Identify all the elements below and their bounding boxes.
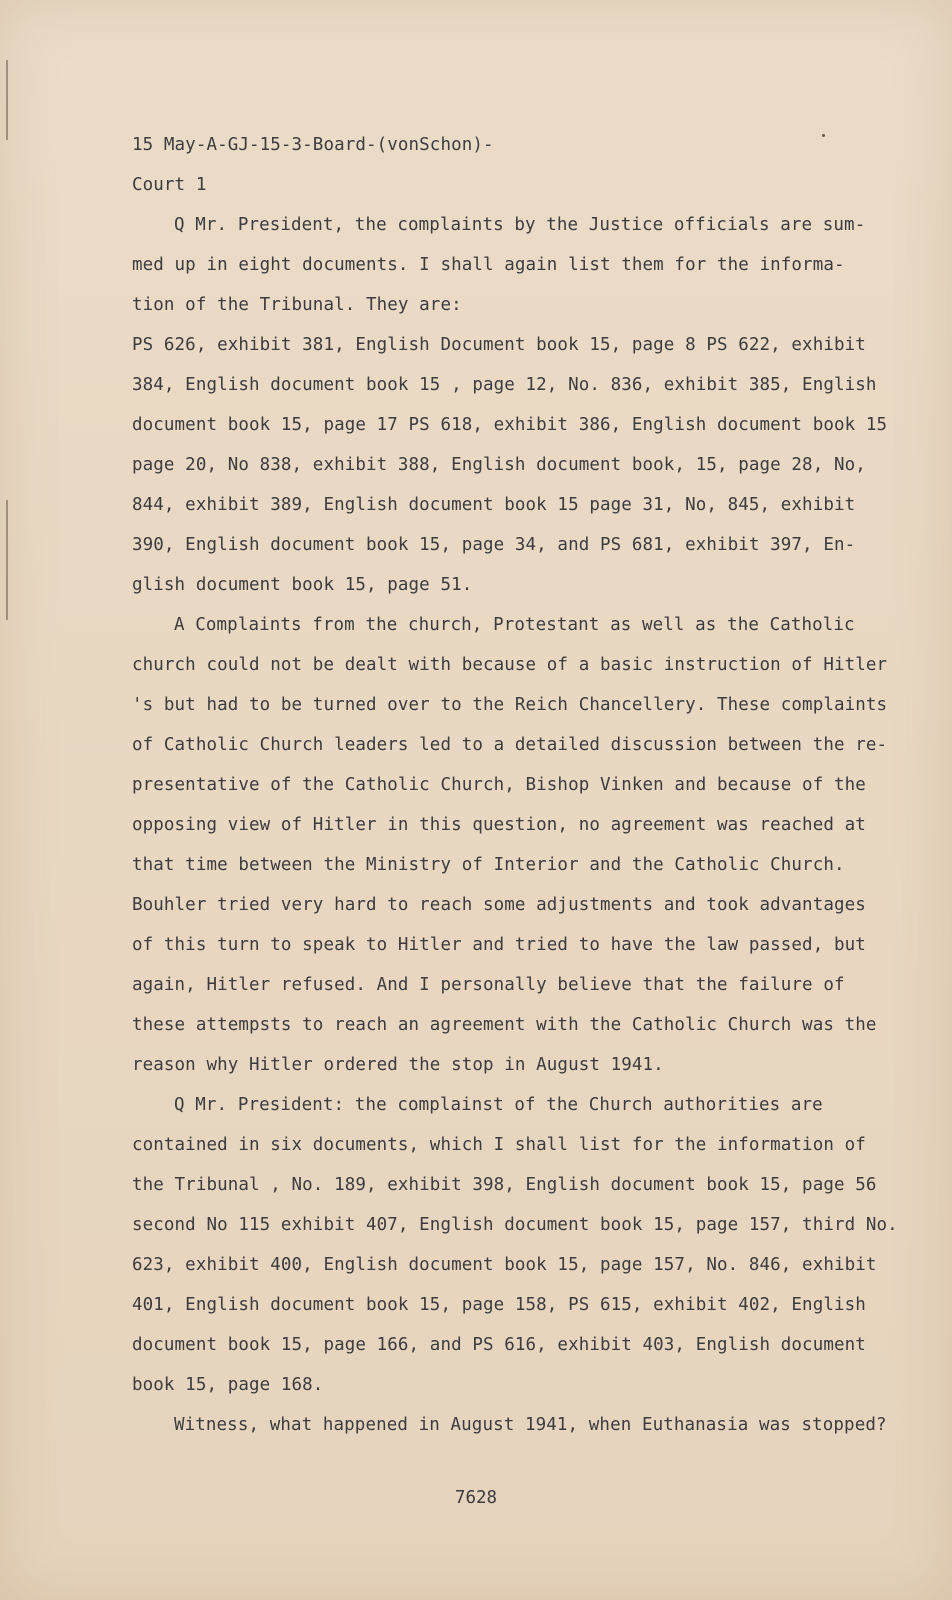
text-line: A Complaints from the church, Protestant as well as the Catholic: [174, 615, 855, 635]
text-line: 390, English document book 15, page 34, and PS 681, exhibit 397, En-: [132, 535, 856, 555]
margin-mark: [6, 60, 8, 140]
text-line: presentative of the Catholic Church, Bishop Vinken and because of the: [132, 775, 866, 795]
text-line: again, Hitler refused. And I personally believe that the failure of: [132, 975, 845, 995]
text-line: 's but had to be turned over to the Reich Chancellery. These complaints: [132, 695, 888, 715]
header-court: Court 1: [132, 175, 207, 195]
text-line: page 20, No 838, exhibit 388, English document book, 15, page 28, No,: [132, 455, 866, 475]
ink-speck: [822, 134, 825, 137]
margin-mark: [6, 500, 8, 620]
text-line: 384, English document book 15 , page 12, No. 836, exhibit 385, English: [132, 375, 877, 395]
text-line: document book 15, page 17 PS 618, exhibit 386, English document book 15: [132, 415, 888, 435]
text-line: Witness, what happened in August 1941, when Euthanasia was stopped?: [174, 1415, 887, 1435]
page-number: 7628: [454, 1488, 498, 1508]
text-line: of this turn to speak to Hitler and tried to have the law passed, but: [132, 935, 866, 955]
text-line: that time between the Ministry of Interior and the Catholic Church.: [132, 855, 845, 875]
text-line: these attempsts to reach an agreement with the Catholic Church was the: [132, 1015, 877, 1035]
text-line: PS 626, exhibit 381, English Document book 15, page 8 PS 622, exhibit: [132, 335, 866, 355]
text-line: 401, English document book 15, page 158, PS 615, exhibit 402, English: [132, 1295, 866, 1315]
text-line: Q Mr. President: the complainst of the Church authorities are: [174, 1095, 823, 1115]
text-line: document book 15, page 166, and PS 616, exhibit 403, English document: [132, 1335, 866, 1355]
text-line: of Catholic Church leaders led to a detailed discussion between the re-: [132, 735, 888, 755]
text-line: tion of the Tribunal. They are:: [132, 295, 462, 315]
text-line: med up in eight documents. I shall again list them for the informa-: [132, 255, 845, 275]
text-line: reason why Hitler ordered the stop in August 1941.: [132, 1055, 664, 1075]
text-line: contained in six documents, which I shall list for the information of: [132, 1135, 866, 1155]
header-session-line: 15 May-A-GJ-15-3-Board-(vonSchon)-: [132, 135, 494, 155]
text-line: 844, exhibit 389, English document book 15 page 31, No, 845, exhibit: [132, 495, 856, 515]
text-line: glish document book 15, page 51.: [132, 575, 473, 595]
text-line: Q Mr. President, the complaints by the Justice officials are sum-: [174, 215, 866, 235]
text-line: the Tribunal , No. 189, exhibit 398, English document book 15, page 56: [132, 1175, 877, 1195]
text-line: Bouhler tried very hard to reach some adjustments and took advantages: [132, 895, 866, 915]
text-line: 623, exhibit 400, English document book 15, page 157, No. 846, exhibit: [132, 1255, 877, 1275]
text-line: second No 115 exhibit 407, English document book 15, page 157, third No.: [132, 1215, 898, 1235]
text-line: opposing view of Hitler in this question, no agreement was reached at: [132, 815, 866, 835]
text-line: church could not be dealt with because of a basic instruction of Hitler: [132, 655, 888, 675]
text-line: book 15, page 168.: [132, 1375, 324, 1395]
